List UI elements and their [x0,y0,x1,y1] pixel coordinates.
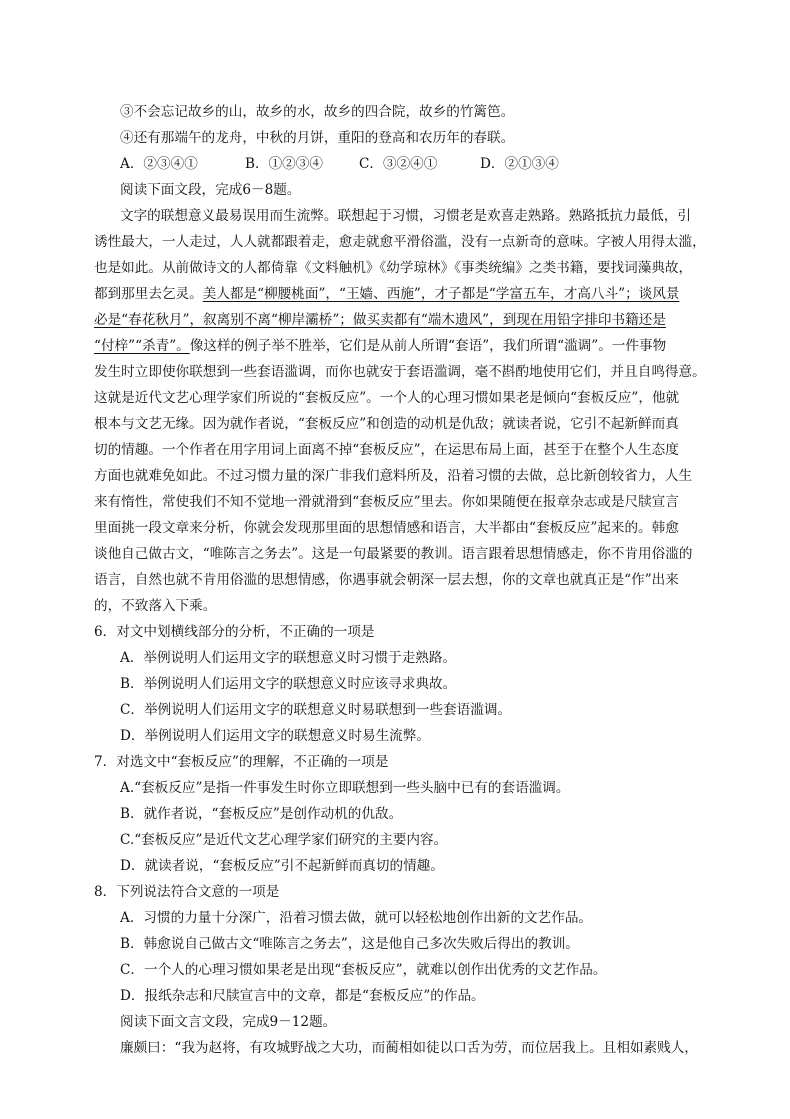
section-instruction: 阅读下面文段，完成6－8题。 [120,182,301,198]
passage-line: 语言，自然也就不肯用俗滥的思想情感，你遇事就会朝深一层去想，你的文章也就真正是“作”出来 [94,572,679,588]
classical-passage-line: 廉颇曰：“我为赵将，有攻城野战之大功，而蔺相如徒以口舌为劳，而位居我上。且相如素贱人， [120,1040,698,1056]
passage-line: 切的情趣。一个作者在用字用词上面离不掉“套板反应”，在运思布局上面，甚至于在整个人生态度 [94,442,679,458]
question-6-option-c: C．举例说明人们运用文字的联想意义时易联想到一些套语滥调。 [120,702,512,718]
question-6-option-d: D．举例说明人们运用文字的联想意义时易生流弊。 [120,728,430,744]
underlined-passage: 必是“春花秋月”，叙离别不离“柳岸灞桥”；做买卖都有“端木遗风”，到现在用铅字排印书籍还是 [94,312,666,328]
passage-line: 也是如此。从前做诗文的人都倚靠《文料触机》《幼学琼林》《事类统编》之类书籍，要找词藻典故， [94,260,693,276]
passage-line: 文字的联想意义最易误用而生流弊。联想起于习惯，习惯老是欢喜走熟路。熟路抵抗力最低，引 [120,208,691,224]
answer-choice-d: D．②①③④ [480,156,559,172]
passage-line: 方面也就难免如此。不过习惯力量的深广非我们意料所及，沿着习惯的去做，总比新创较省力，人生 [94,468,693,484]
answer-choices-row [120,152,790,176]
section-instruction: 阅读下面文言文段，完成9－12题。 [120,1014,337,1030]
answer-choice-a: A．②③④① [120,156,198,172]
passage-line: 的，不致落入下乘。 [94,598,217,614]
question-8-option-c: C．一个人的心理习惯如果老是出现“套板反应”，就难以创作出优秀的文艺作品。 [120,962,607,978]
answer-choice-c: C．③②④① [359,156,438,172]
passage-line [94,334,790,358]
passage-line [94,282,790,306]
question-6-option-a: A．举例说明人们运用文字的联想意义时习惯于走熟路。 [120,650,457,666]
passage-line: 来有惰性，常使我们不知不觉地一滑就滑到“套板反应”里去。你如果随便在报章杂志或是尺牍宣言 [94,494,679,510]
question-8-option-d: D．报纸杂志和尺牍宣言中的文章，都是“套板反应”的作品。 [120,988,485,1004]
question-8: 8．下列说法符合文意的一项是 [94,884,280,900]
passage-line: 根本与文艺无缘。因为就作者说，“套板反应”和创造的动机是仇敌；就读者说，它引不起新鲜而真 [94,416,679,432]
option-item-4: ④还有那端午的龙舟，中秋的月饼，重阳的登高和农历年的春联。 [120,130,515,146]
question-7-option-b: B．就作者说，“套板反应”是创作动机的仇敌。 [120,806,403,822]
passage-line: 诱性最大，一人走过，人人就都跟着走，愈走就愈平滑俗滥，没有一点新奇的意味。字被人用得太滥， [94,234,706,250]
question-8-option-b: B．韩愈说自己做古文“唯陈言之务去”，这是他自己多次失败后得出的教训。 [120,936,579,952]
passage-line: 发生时立即使你联想到一些套语滥调，而你也就安于套语滥调，毫不斟酌地使用它们，并且自鸣得意。 [94,364,706,380]
passage-line: 里面挑一段文章来分析，你就会发现那里面的思想情感和语言，大半都由“套板反应”起来的。韩愈 [94,520,679,536]
question-7-option-a: A.“套板反应”是指一件事发生时你立即联想到一些头脑中已有的套语滥调。 [120,780,570,796]
question-6-option-b: B．举例说明人们运用文字的联想意义时应该寻求典故。 [120,676,457,692]
question-6: 6．对文中划横线部分的分析，不正确的一项是 [94,624,375,640]
underlined-passage: 美人都是“柳腰桃面”，“王嫱、西施”，才子都是“学富五车，才高八斗”；谈风景 [202,286,680,302]
underlined-passage: “付梓”“杀青”。 [94,338,190,354]
passage-line: 这就是近代文艺心理学家们所说的“套板反应”。一个人的心理习惯如果老是倾向“套板反应”，他就 [94,390,680,406]
question-7-option-d: D．就读者说，“套板反应”引不起新鲜而真切的情趣。 [120,858,444,874]
answer-choice-b: B．①②③④ [245,156,323,172]
question-8-option-a: A．习惯的力量十分深广，沿着习惯去做，就可以轻松地创作出新的文艺作品。 [120,910,593,926]
option-item-3: ③不会忘记故乡的山，故乡的水，故乡的四合院，故乡的竹篱笆。 [120,104,515,120]
question-7-option-c: C.“套板反应”是近代文艺心理学家们研究的主要内容。 [120,832,448,848]
passage-text: 像这样的例子举不胜举，它们是从前人所谓“套语”，我们所谓“滥调”。一件事物 [189,338,667,354]
passage-text: 都到那里去乞灵。 [94,286,203,302]
question-7: 7．对选文中“套板反应”的理解，不正确的一项是 [94,754,389,770]
passage-line: 谈他自己做古文，“唯陈言之务去”。这是一句最紧要的教训。语言跟着思想情感走，你不肯用俗滥的 [94,546,693,562]
